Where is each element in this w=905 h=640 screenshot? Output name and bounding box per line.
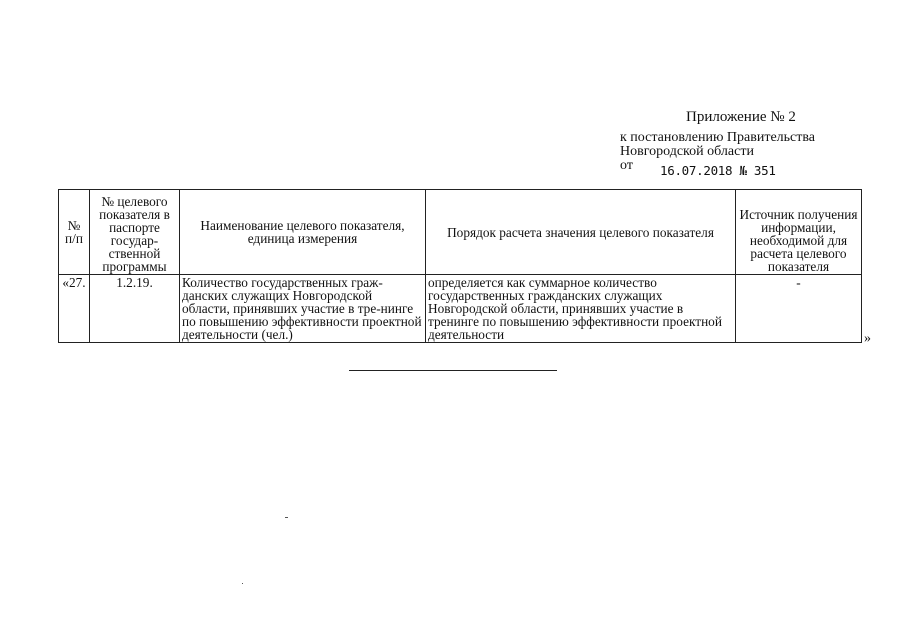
col-header-indicator-no: № целевого показателя в паспорте государ-ственной программы bbox=[90, 190, 180, 275]
resolution-date-number: 16.07.2018 № 351 bbox=[660, 163, 776, 178]
table-row bbox=[59, 275, 862, 343]
cell-indicator-no: 1.2.19. bbox=[90, 275, 180, 343]
appendix-title: Приложение № 2 bbox=[686, 109, 796, 125]
indicators-table bbox=[58, 189, 862, 343]
table-header-row bbox=[59, 190, 862, 275]
scan-artifact bbox=[285, 517, 288, 518]
separator-line bbox=[349, 370, 557, 371]
closing-quote: » bbox=[864, 331, 871, 346]
col-header-name: Наименование целевого показателя, единица измерения bbox=[180, 190, 426, 275]
resolution-line: к постановлению Правительства bbox=[620, 130, 816, 145]
cell-source: - bbox=[736, 275, 862, 343]
region-line: Новгородской области bbox=[620, 144, 754, 159]
scan-artifact bbox=[242, 583, 243, 584]
col-header-calc: Порядок расчета значения целевого показателя bbox=[426, 190, 736, 275]
cell-calc: определяется как суммарное количество государственных гражданских служащих Новгородской области, принявших участие в тренинге по повышению эффективности проектной деятельности bbox=[426, 275, 736, 343]
col-header-source: Источник получения информации, необходимой для расчета целевого показателя bbox=[736, 190, 862, 275]
cell-num: «27. bbox=[59, 275, 90, 343]
cell-name: Количество государственных граж-данских служащих Новгородской области, принявших участие в тре-нинге по повышению эффективности проектной деятельности (чел.) bbox=[180, 275, 426, 343]
col-header-num: № п/п bbox=[59, 190, 90, 275]
from-label: от bbox=[620, 158, 633, 173]
